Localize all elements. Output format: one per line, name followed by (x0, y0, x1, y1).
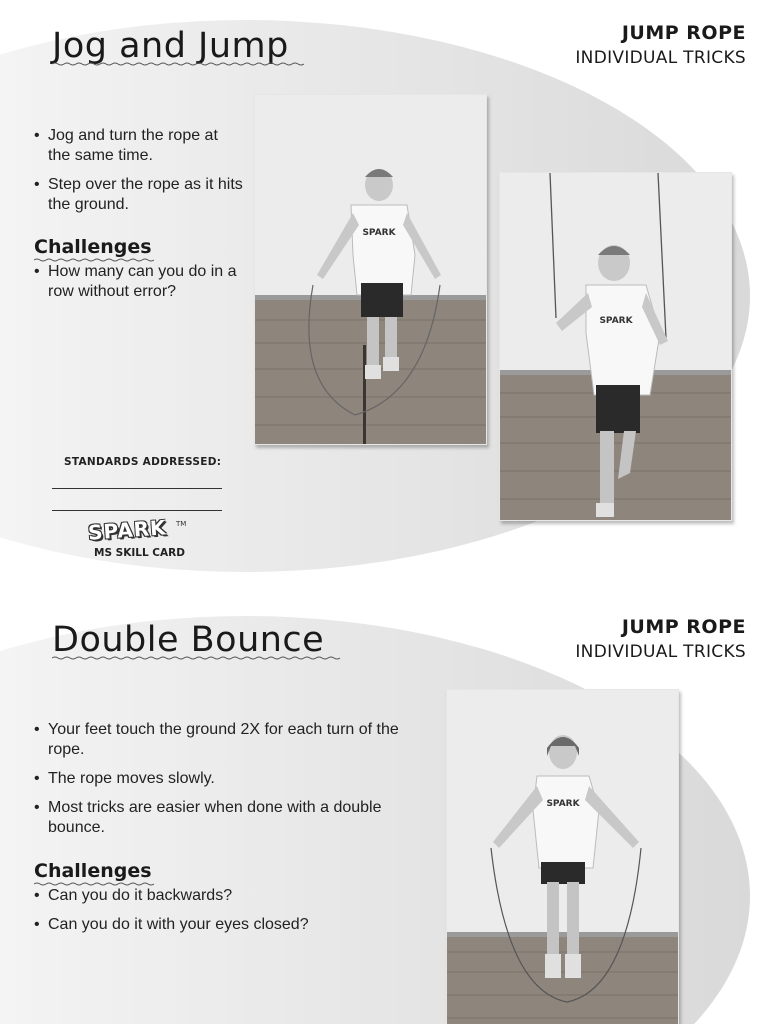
trademark-mark: TM (176, 520, 187, 528)
instruction-list (34, 720, 424, 847)
skill-card-double-bounce (0, 600, 768, 1024)
category-main: JUMP ROPE (621, 616, 746, 638)
challenge-item: • Can you do it backwards? (34, 886, 424, 906)
card-title: Jog and Jump (52, 26, 289, 66)
standards-line (52, 488, 222, 489)
instruction-item: • Jog and turn the rope at the same time. (34, 126, 244, 166)
instruction-item: • Step over the rope as it hits the ground. (34, 175, 244, 215)
photo-jog-and-jump-1 (254, 94, 487, 445)
shirt-logo-text: SPARK (546, 799, 580, 809)
card-title: Double Bounce (52, 620, 325, 660)
category-main: JUMP ROPE (621, 22, 746, 44)
instruction-item: • Most tricks are easier when done with a double bounce. (34, 798, 424, 838)
instruction-item: • The rope moves slowly. (34, 769, 424, 789)
shirt-logo-text: SPARK (362, 228, 396, 238)
shirt-logo-text: SPARK (599, 316, 633, 326)
photo-double-bounce (446, 689, 679, 1024)
category-sub: INDIVIDUAL TRICKS (575, 48, 746, 68)
standards-line (52, 510, 222, 511)
category-label (575, 22, 746, 68)
instruction-list (34, 126, 244, 224)
challenges-heading: Challenges (34, 860, 152, 882)
challenge-item: • Can you do it with your eyes closed? (34, 915, 424, 935)
challenges-heading: Challenges (34, 236, 152, 258)
category-sub: INDIVIDUAL TRICKS (575, 642, 746, 662)
category-label (575, 616, 746, 662)
photo-jog-and-jump-2 (499, 172, 732, 521)
title-wavy-underline (52, 62, 307, 66)
title-wavy-underline (52, 656, 344, 660)
challenge-item: • How many can you do in a row without error? (34, 262, 244, 302)
logo-caption: MS SKILL CARD (94, 547, 185, 559)
instruction-item: • Your feet touch the ground 2X for each turn of the rope. (34, 720, 424, 760)
standards-label: STANDARDS ADDRESSED: (64, 456, 222, 468)
challenge-list (34, 262, 244, 311)
spark-logo: SPARK (87, 515, 168, 545)
challenge-list (34, 886, 424, 944)
